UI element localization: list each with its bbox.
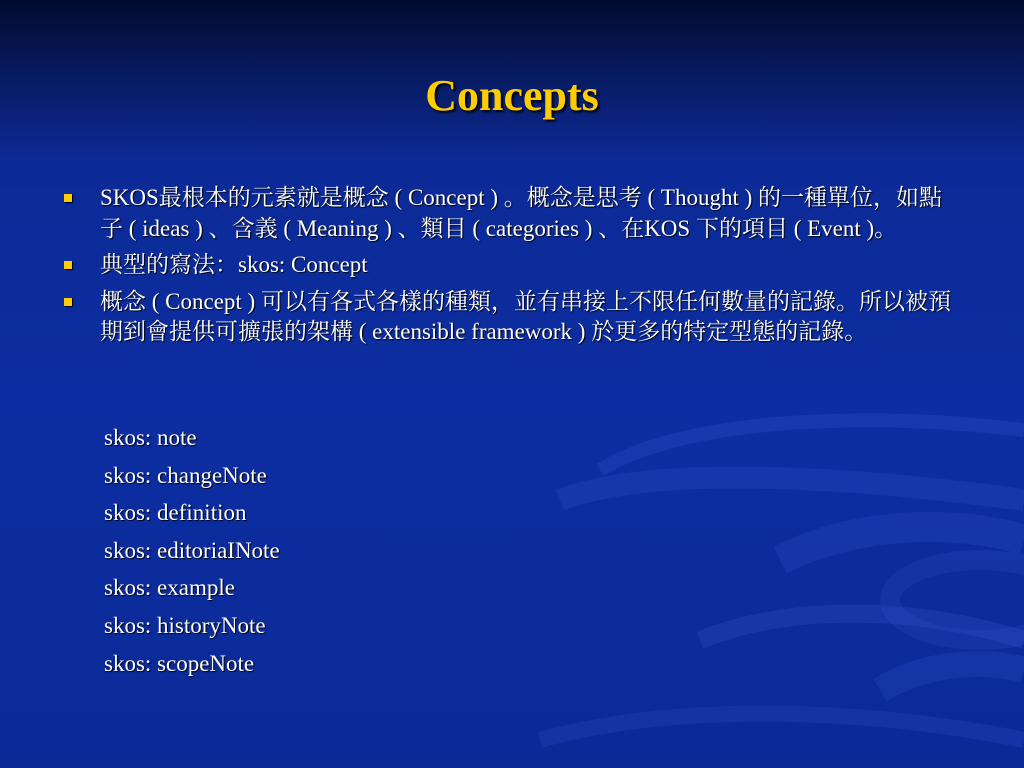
bullet-list <box>60 183 960 354</box>
bullet-item-concept-types <box>60 287 960 348</box>
square-bullet-icon <box>64 298 72 306</box>
sub-item-scope-note: skos: scopeNote <box>104 650 255 676</box>
bullet-item-typical-notation <box>60 250 960 281</box>
bullet-text: 概念 ( Concept ) 可以有各式各樣的種類，並有串接上不限任何數量的記錄。所以被預期到會提供可擴張的架構 ( extensible framework ) 於更多的特定型態的記錄。 <box>100 288 951 344</box>
sub-item-definition: skos: definition <box>104 500 247 526</box>
bullet-item-skos-concept <box>60 183 960 244</box>
bullet-text: SKOS最根本的元素就是概念 ( Concept ) 。概念是思考 ( Thought ) 的一種單位，如點子 ( ideas ) 、含義 ( Meaning ) 、類目 ( categories ) 、在KOS 下的項目 ( Event )。 <box>100 185 943 241</box>
bullet-text: 典型的寫法：skos: Concept <box>100 252 368 277</box>
sub-item-editorial-note: skos: editoriaINote <box>104 537 280 563</box>
sub-item-note: skos: note <box>104 425 197 450</box>
square-bullet-icon <box>64 261 72 269</box>
square-bullet-icon <box>64 194 72 202</box>
skos-note-properties-list <box>104 419 280 682</box>
sub-item-history-note: skos: historyNote <box>104 612 266 638</box>
slide-title: Concepts <box>425 71 599 120</box>
sub-item-example: skos: example <box>104 575 235 601</box>
sub-item-change-note: skos: changeNote <box>104 462 267 488</box>
